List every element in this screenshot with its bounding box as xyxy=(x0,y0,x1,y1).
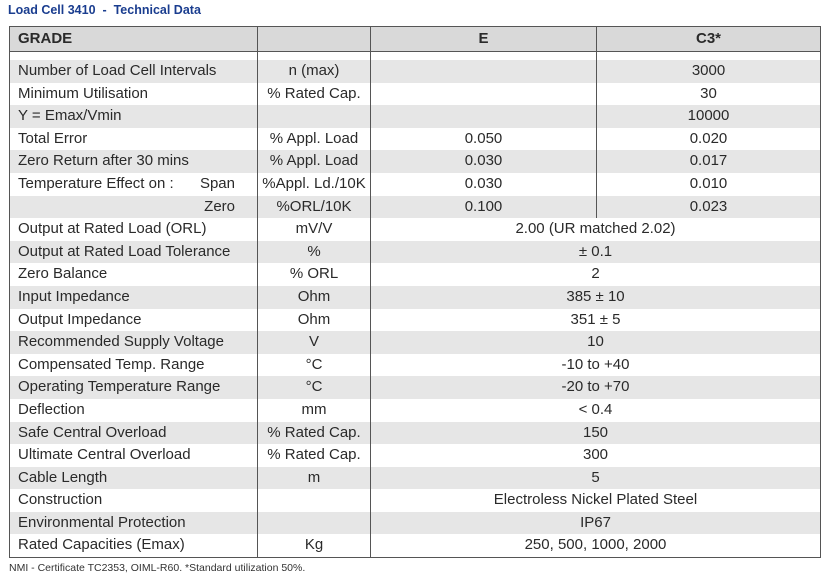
table-header xyxy=(10,27,820,52)
row-unit: °C xyxy=(258,354,371,377)
row-value: 10 xyxy=(587,333,604,351)
row-label-cell xyxy=(10,173,258,196)
row-unit: %ORL/10K xyxy=(258,196,371,219)
table-row xyxy=(10,534,820,557)
row-unit: V xyxy=(258,331,371,354)
row-label-cell: Rated Capacities (Emax) xyxy=(10,534,258,557)
row-value-c3: 0.017 xyxy=(689,152,728,170)
header-unit xyxy=(258,27,371,51)
row-label-cell: Compensated Temp. Range xyxy=(10,354,258,377)
row-label-cell: Output at Rated Load Tolerance xyxy=(10,241,258,264)
header-grade: GRADE xyxy=(10,27,258,51)
row-unit: n (max) xyxy=(258,60,371,83)
row-label-cell: Minimum Utilisation xyxy=(10,83,258,106)
row-unit: % Rated Cap. xyxy=(258,83,371,106)
technical-data-table xyxy=(9,26,821,558)
row-unit: Ohm xyxy=(258,309,371,332)
row-unit: % Rated Cap. xyxy=(258,422,371,445)
header-col-e: E xyxy=(371,27,597,51)
table-row xyxy=(10,422,820,445)
row-value: 150 xyxy=(582,423,609,441)
row-value-e: 0.050 xyxy=(371,128,597,151)
table-row xyxy=(10,105,820,128)
header-col-c3: C3* xyxy=(695,30,721,47)
row-value-e xyxy=(371,60,597,83)
row-value-c3: 10000 xyxy=(687,107,730,125)
table-row xyxy=(10,83,820,106)
row-label-cell: Construction xyxy=(10,489,258,512)
row-unit: mm xyxy=(258,399,371,422)
page-title: Load Cell 3410 - Technical Data xyxy=(8,3,201,17)
row-value-e xyxy=(371,105,597,128)
table-row xyxy=(10,263,820,286)
table-row xyxy=(10,196,820,219)
row-label-cell: Output Impedance xyxy=(10,309,258,332)
table-row xyxy=(10,399,820,422)
row-value-c3: 0.023 xyxy=(689,197,728,215)
row-unit: m xyxy=(258,467,371,490)
row-unit: °C xyxy=(258,376,371,399)
row-value: 2 xyxy=(591,265,600,283)
row-value-e xyxy=(371,83,597,106)
table-row xyxy=(10,444,820,467)
table-row xyxy=(10,489,820,512)
row-value: -20 to +70 xyxy=(561,378,630,396)
row-unit xyxy=(258,489,371,512)
row-unit: Ohm xyxy=(258,286,371,309)
row-value: ± 0.1 xyxy=(578,242,613,260)
row-sublabel: Span xyxy=(199,174,235,192)
row-label-cell: Zero xyxy=(10,196,258,219)
row-value-e: 0.100 xyxy=(371,196,597,219)
row-label-cell: Operating Temperature Range xyxy=(10,376,258,399)
row-value-c3: 30 xyxy=(700,84,717,102)
table-row xyxy=(10,173,820,196)
row-label-cell: Environmental Protection xyxy=(10,512,258,535)
row-label-cell: Zero Balance xyxy=(10,263,258,286)
row-label-cell: Input Impedance xyxy=(10,286,258,309)
row-unit: mV/V xyxy=(258,218,371,241)
row-value-e: 0.030 xyxy=(371,173,597,196)
row-label-cell: Deflection xyxy=(10,399,258,422)
table-row xyxy=(10,60,820,83)
row-value-e: 0.030 xyxy=(371,150,597,173)
row-value-c3: 0.010 xyxy=(689,174,728,192)
row-value: 5 xyxy=(591,468,600,486)
table-row xyxy=(10,286,820,309)
row-value: Electroless Nickel Plated Steel xyxy=(493,491,698,509)
row-label-cell: Y = Emax/Vmin xyxy=(10,105,258,128)
row-label: Temperature Effect on : xyxy=(18,174,174,192)
row-value: 250, 500, 1000, 2000 xyxy=(524,536,667,554)
row-label-cell: Output at Rated Load (ORL) xyxy=(10,218,258,241)
row-label-cell: Total Error xyxy=(10,128,258,151)
table-body xyxy=(10,60,820,557)
row-unit: % Rated Cap. xyxy=(258,444,371,467)
row-unit xyxy=(258,512,371,535)
row-label-cell: Zero Return after 30 mins xyxy=(10,150,258,173)
table-row xyxy=(10,218,820,241)
header-spacer-row xyxy=(10,52,820,60)
row-unit: %Appl. Ld./10K xyxy=(258,173,371,196)
row-label-cell: Safe Central Overload xyxy=(10,422,258,445)
row-label-cell: Recommended Supply Voltage xyxy=(10,331,258,354)
row-label-cell: Number of Load Cell Intervals xyxy=(10,60,258,83)
table-row xyxy=(10,150,820,173)
row-value: < 0.4 xyxy=(578,400,613,418)
row-value: 300 xyxy=(582,446,609,464)
row-value: 351 ± 5 xyxy=(570,310,621,328)
footnote: NMI - Certificate TC2353, OIML-R60. *Standard utilization 50%. xyxy=(9,562,306,574)
row-value-c3: 0.020 xyxy=(689,129,728,147)
row-value: IP67 xyxy=(580,513,611,531)
row-unit: % Appl. Load xyxy=(258,150,371,173)
table-row xyxy=(10,467,820,490)
row-unit: % ORL xyxy=(258,263,371,286)
table-row xyxy=(10,376,820,399)
row-unit: % Appl. Load xyxy=(258,128,371,151)
table-row xyxy=(10,354,820,377)
table-row xyxy=(10,512,820,535)
table-row xyxy=(10,331,820,354)
row-label-cell: Cable Length xyxy=(10,467,258,490)
row-unit xyxy=(258,105,371,128)
row-value: 2.00 (UR matched 2.02) xyxy=(515,220,676,238)
row-value: 385 ± 10 xyxy=(566,287,625,305)
table-row xyxy=(10,309,820,332)
row-label-cell: Ultimate Central Overload xyxy=(10,444,258,467)
row-unit: Kg xyxy=(258,534,371,557)
row-value: -10 to +40 xyxy=(561,355,630,373)
row-unit: % xyxy=(258,241,371,264)
row-value-c3: 3000 xyxy=(691,62,726,79)
table-row xyxy=(10,241,820,264)
table-row xyxy=(10,128,820,151)
